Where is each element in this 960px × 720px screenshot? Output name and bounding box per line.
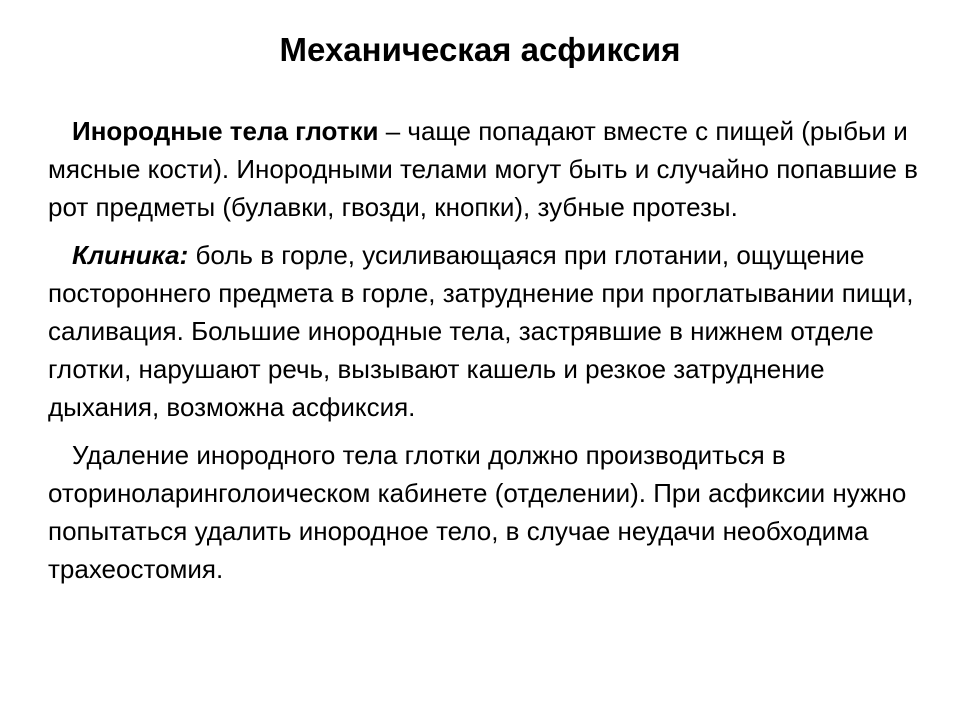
paragraph-text: – чаще попадают вместе с пищей (рыбьи и мясные кости). Инородными телами могут быть и случайно попавшие в рот предметы (булавки, гвозди, кнопки), зубные протезы. [48, 116, 918, 222]
paragraph-removal [48, 436, 920, 588]
slide-body [48, 112, 920, 588]
paragraph-clinic [48, 236, 920, 426]
paragraph-text: боль в горле, усиливающаяся при глотании, ощущение постороннего предмета в горле, затруднение при проглатывании пищи, саливация. Большие инородные тела, застрявшие в нижнем отделе глотки, нарушают речь, вызывают кашель и резкое затруднение дыхания, возможна асфиксия. [48, 240, 914, 422]
paragraph-text: Удаление инородного тела глотки должно производиться в оториноларинголоическом кабинете (отделении). При асфиксии нужно попытаться удалить инородное тело, в случае неудачи необходима трахеостомия. [48, 440, 907, 584]
paragraph-lead-bold-italic: Клиника: [72, 240, 189, 270]
paragraph-foreign-bodies [48, 112, 920, 226]
paragraph-lead-bold: Инородные тела глотки [72, 116, 379, 146]
slide-title: Механическая асфиксия [279, 31, 681, 68]
